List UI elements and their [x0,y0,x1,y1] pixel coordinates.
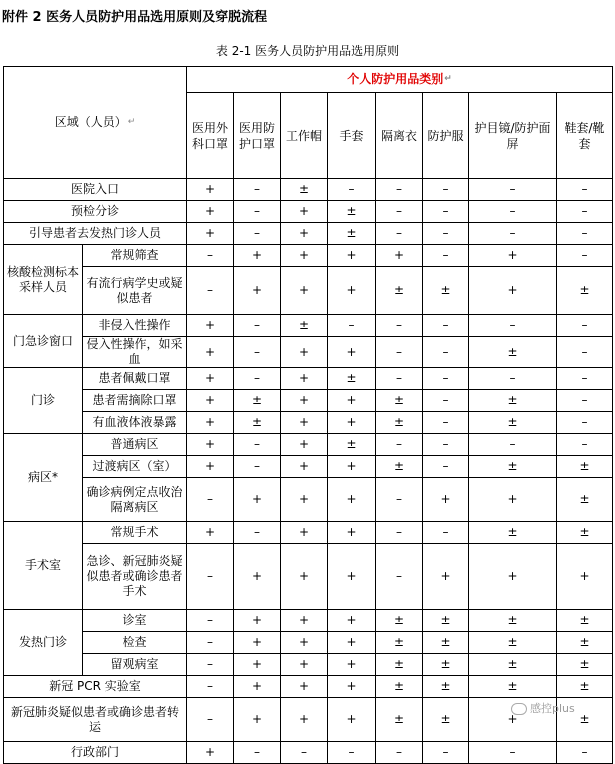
ppe-requirement-cell: + [234,676,281,698]
row-label: 新冠肺炎疑似患者或确诊患者转运 [4,698,187,742]
ppe-requirement-cell: – [423,201,469,223]
ppe-requirement-cell: ± [423,267,469,315]
ppe-requirement-cell: ± [328,201,376,223]
ppe-requirement-cell: + [469,544,557,610]
ppe-requirement-cell: + [187,337,234,368]
ppe-requirement-cell: + [234,698,281,742]
ppe-requirement-cell: ± [376,676,423,698]
table-caption: 表 2-1 医务人员防护用品选用原则 [215,44,400,58]
row-group-label: 门诊 [4,368,83,434]
ppe-requirement-cell: + [187,201,234,223]
row-label: 患者需摘除口罩 [83,390,187,412]
ppe-requirement-cell: + [281,676,328,698]
ppe-requirement-cell: + [234,478,281,522]
ppe-requirement-cell: + [187,368,234,390]
ppe-requirement-cell: ± [376,267,423,315]
ppe-requirement-cell: – [234,456,281,478]
ppe-requirement-cell: ± [328,434,376,456]
row-label: 预检分诊 [4,201,187,223]
ppe-requirement-cell: + [328,544,376,610]
column-header [469,93,557,179]
row-label: 普通病区 [83,434,187,456]
ppe-requirement-cell: – [187,676,234,698]
category-header: 个人防护用品类别↵ [187,67,613,93]
table-row [4,544,613,610]
ppe-requirement-cell: – [376,434,423,456]
ppe-requirement-cell: – [557,245,613,267]
ppe-requirement-cell: + [234,245,281,267]
ppe-requirement-cell: ± [469,456,557,478]
ppe-requirement-cell: – [234,434,281,456]
ppe-requirement-cell: ± [281,179,328,201]
table-row [4,201,613,223]
ppe-requirement-cell: + [328,390,376,412]
area-header: 区域（人员）↵ [4,67,187,179]
ppe-requirement-cell: – [187,610,234,632]
ppe-requirement-cell: ± [328,223,376,245]
ppe-requirement-cell: – [234,179,281,201]
row-group-label: 发热门诊 [4,610,83,676]
ppe-requirement-cell: + [281,478,328,522]
ppe-requirement-cell: – [557,368,613,390]
ppe-requirement-cell: – [187,654,234,676]
ppe-requirement-cell: – [234,522,281,544]
ppe-requirement-cell: + [328,478,376,522]
ppe-requirement-cell: – [469,434,557,456]
ppe-requirement-cell: + [234,654,281,676]
ppe-requirement-cell: – [557,434,613,456]
column-header-label: 医用外科口罩 [191,120,228,151]
ppe-requirement-cell: + [281,456,328,478]
ppe-requirement-cell: ± [376,632,423,654]
column-header [234,93,281,179]
ppe-requirement-cell: + [328,456,376,478]
ppe-requirement-cell: ± [557,698,613,742]
table-row [4,179,613,201]
header-category-row [4,67,613,93]
ppe-requirement-cell: – [423,742,469,764]
table-row [4,632,613,654]
ppe-requirement-cell: + [328,632,376,654]
ppe-requirement-cell: – [234,742,281,764]
ppe-requirement-cell: – [187,544,234,610]
ppe-requirement-cell: – [234,315,281,337]
column-header [557,93,613,179]
column-header-label: 医用防护口罩 [238,120,275,151]
row-label: 检查 [83,632,187,654]
ppe-requirement-cell: ± [469,522,557,544]
ppe-requirement-cell: ± [557,267,613,315]
column-header-label: 防护服 [427,128,464,143]
ppe-requirement-cell: + [328,676,376,698]
ppe-requirement-cell: + [328,610,376,632]
ppe-requirement-cell: + [281,390,328,412]
ppe-requirement-cell: – [376,368,423,390]
ppe-requirement-cell: – [187,245,234,267]
ppe-requirement-cell: – [469,201,557,223]
ppe-requirement-cell: ± [557,456,613,478]
ppe-requirement-cell: ± [557,610,613,632]
ppe-requirement-cell: ± [469,390,557,412]
table-row [4,390,613,412]
table-row [4,223,613,245]
ppe-requirement-cell: ± [328,368,376,390]
ppe-requirement-cell: + [328,337,376,368]
ppe-requirement-cell: + [187,390,234,412]
ppe-requirement-cell: + [376,245,423,267]
row-label: 常规筛查 [83,245,187,267]
column-header-label: 隔离衣 [380,128,417,143]
ppe-requirement-cell: ± [557,522,613,544]
ppe-requirement-cell: + [281,654,328,676]
ppe-requirement-cell: – [234,368,281,390]
row-label: 留观病室 [83,654,187,676]
ppe-requirement-cell: – [281,742,328,764]
ppe-requirement-cell: – [187,632,234,654]
ppe-requirement-cell: + [281,337,328,368]
table-row [4,742,613,764]
ppe-requirement-cell: – [187,267,234,315]
ppe-requirement-cell: + [281,522,328,544]
ppe-requirement-cell: + [281,434,328,456]
ppe-requirement-cell: ± [469,676,557,698]
ppe-requirement-cell: + [328,412,376,434]
ppe-requirement-cell: – [376,201,423,223]
row-label: 诊室 [83,610,187,632]
column-header [376,93,423,179]
ppe-requirement-cell: + [187,223,234,245]
ppe-requirement-cell: ± [376,654,423,676]
ppe-requirement-cell: – [234,223,281,245]
ppe-requirement-cell: + [281,245,328,267]
ppe-requirement-cell: + [234,267,281,315]
ppe-requirement-cell: ± [469,632,557,654]
ppe-requirement-cell: – [423,456,469,478]
ppe-requirement-cell: – [423,337,469,368]
ppe-requirement-cell: – [557,223,613,245]
watermark-text: 感控plus [530,702,575,715]
row-label: 患者佩戴口罩 [83,368,187,390]
ppe-requirement-cell: + [281,544,328,610]
ppe-requirement-cell: ± [376,390,423,412]
ppe-requirement-cell: – [423,390,469,412]
ppe-requirement-cell: + [557,544,613,610]
ppe-requirement-cell: ± [469,412,557,434]
ppe-requirement-cell: + [281,412,328,434]
ppe-requirement-cell: – [328,315,376,337]
ppe-requirement-cell: ± [423,698,469,742]
ppe-requirement-cell: ± [423,676,469,698]
column-header-label: 鞋套/靴套 [564,120,605,151]
ppe-requirement-cell: – [469,223,557,245]
row-label: 新冠 PCR 实验室 [4,676,187,698]
table-row [4,368,613,390]
ppe-requirement-cell: ± [423,654,469,676]
ppe-requirement-cell: + [187,434,234,456]
ppe-requirement-cell: – [423,522,469,544]
area-header-label: 区域（人员） [54,115,127,129]
ppe-requirement-cell: – [557,201,613,223]
ppe-requirement-cell: + [469,267,557,315]
ppe-requirement-cell: – [328,179,376,201]
ppe-requirement-cell: – [376,742,423,764]
row-label: 非侵入性操作 [83,315,187,337]
ppe-requirement-cell: + [328,267,376,315]
ppe-requirement-cell: + [281,610,328,632]
ppe-requirement-cell: + [281,201,328,223]
ppe-requirement-cell: – [423,368,469,390]
ppe-requirement-cell: – [376,478,423,522]
row-label: 急诊、新冠肺炎疑似患者或确诊患者手术 [83,544,187,610]
ppe-requirement-cell: + [469,698,557,742]
ppe-requirement-cell: ± [557,654,613,676]
ppe-requirement-cell: – [234,337,281,368]
ppe-requirement-cell: – [423,315,469,337]
ppe-requirement-cell: ± [469,654,557,676]
table-row [4,245,613,267]
ppe-requirement-cell: – [423,223,469,245]
ppe-requirement-cell: – [376,315,423,337]
ppe-requirement-cell: ± [376,610,423,632]
ppe-requirement-cell: + [423,544,469,610]
ppe-requirement-cell: – [376,179,423,201]
ppe-requirement-cell: + [281,368,328,390]
table-row [4,456,613,478]
table-row [4,434,613,456]
row-group-label: 病区* [4,434,83,522]
ppe-requirement-cell: – [469,315,557,337]
ppe-requirement-cell: – [557,179,613,201]
ppe-requirement-cell: + [281,267,328,315]
column-header [328,93,376,179]
row-group-label: 手术室 [4,522,83,610]
ppe-requirement-cell: ± [281,315,328,337]
ppe-requirement-cell: ± [376,412,423,434]
ppe-requirement-cell: ± [557,632,613,654]
ppe-requirement-cell: – [234,201,281,223]
ppe-requirement-cell: – [376,522,423,544]
ppe-requirement-cell: + [328,698,376,742]
row-label: 侵入性操作，如采血 [83,337,187,368]
table-row [4,610,613,632]
ppe-requirement-cell: + [234,632,281,654]
ppe-requirement-cell: + [423,478,469,522]
ppe-requirement-cell: + [328,245,376,267]
row-label: 行政部门 [4,742,187,764]
ppe-requirement-cell: + [234,544,281,610]
ppe-requirement-cell: – [423,434,469,456]
table-row [4,478,613,522]
ppe-requirement-cell: ± [376,698,423,742]
ppe-requirement-cell: + [281,632,328,654]
ppe-requirement-cell: – [376,337,423,368]
row-label: 引导患者去发热门诊人员 [4,223,187,245]
ppe-requirement-cell: ± [557,478,613,522]
row-label: 确诊病例定点收治隔离病区 [83,478,187,522]
ppe-requirement-cell: – [557,337,613,368]
ppe-requirement-cell: + [328,654,376,676]
ppe-requirement-cell: – [557,742,613,764]
ppe-requirement-cell: + [469,478,557,522]
row-label: 有流行病学史或疑似患者 [83,267,187,315]
column-header [281,93,328,179]
ppe-requirement-cell: + [281,223,328,245]
ppe-requirement-cell: + [469,245,557,267]
row-label: 有血液体液暴露 [83,412,187,434]
table-row [4,676,613,698]
ppe-requirement-cell: + [187,456,234,478]
table-row [4,315,613,337]
row-group-label: 门急诊窗口 [4,315,83,368]
ppe-requirement-cell: ± [234,412,281,434]
column-header [423,93,469,179]
ppe-requirement-cell: – [469,742,557,764]
ppe-requirement-cell: – [187,698,234,742]
column-header [187,93,234,179]
table-row [4,412,613,434]
column-header-label: 工作帽 [285,128,322,143]
ppe-requirement-cell: – [469,368,557,390]
ppe-requirement-cell: – [423,412,469,434]
ppe-requirement-cell: – [376,544,423,610]
row-label: 医院入口 [4,179,187,201]
wechat-icon [511,703,527,715]
ppe-requirement-cell: + [187,179,234,201]
ppe-requirement-cell: + [187,522,234,544]
row-label: 常规手术 [83,522,187,544]
ppe-requirement-cell: ± [423,632,469,654]
ppe-requirement-cell: – [469,179,557,201]
ppe-requirement-cell: ± [557,676,613,698]
ppe-requirement-cell: ± [469,610,557,632]
column-header-label: 护目镜/防护面屏 [474,120,551,151]
category-header-label: 个人防护用品类别 [347,72,444,86]
ppe-requirement-cell: – [423,179,469,201]
ppe-requirement-cell: + [328,522,376,544]
ppe-requirement-cell: ± [234,390,281,412]
ppe-requirement-cell: + [281,698,328,742]
ppe-requirement-cell: – [328,742,376,764]
ppe-requirement-cell: + [187,412,234,434]
column-header-label: 手套 [339,128,364,143]
ppe-requirement-cell: – [187,478,234,522]
ppe-requirement-cell: – [557,315,613,337]
ppe-requirement-cell: – [423,245,469,267]
ppe-requirement-cell: ± [376,456,423,478]
watermark [511,700,575,716]
ppe-requirement-cell: + [187,742,234,764]
ppe-selection-table [3,66,613,764]
table-row [4,337,613,368]
table-row [4,267,613,315]
ppe-requirement-cell: – [557,412,613,434]
table-row [4,654,613,676]
row-label: 过渡病区（室） [83,456,187,478]
ppe-requirement-cell: – [376,223,423,245]
document-title: 附件 2 医务人员防护用品选用原则及穿脱流程 [2,10,268,25]
ppe-requirement-cell: ± [469,337,557,368]
row-group-label: 核酸检测标本采样人员 [4,245,83,315]
ppe-requirement-cell: + [234,610,281,632]
table-row [4,522,613,544]
ppe-requirement-cell: ± [423,610,469,632]
ppe-requirement-cell: + [187,315,234,337]
ppe-requirement-cell: – [557,390,613,412]
